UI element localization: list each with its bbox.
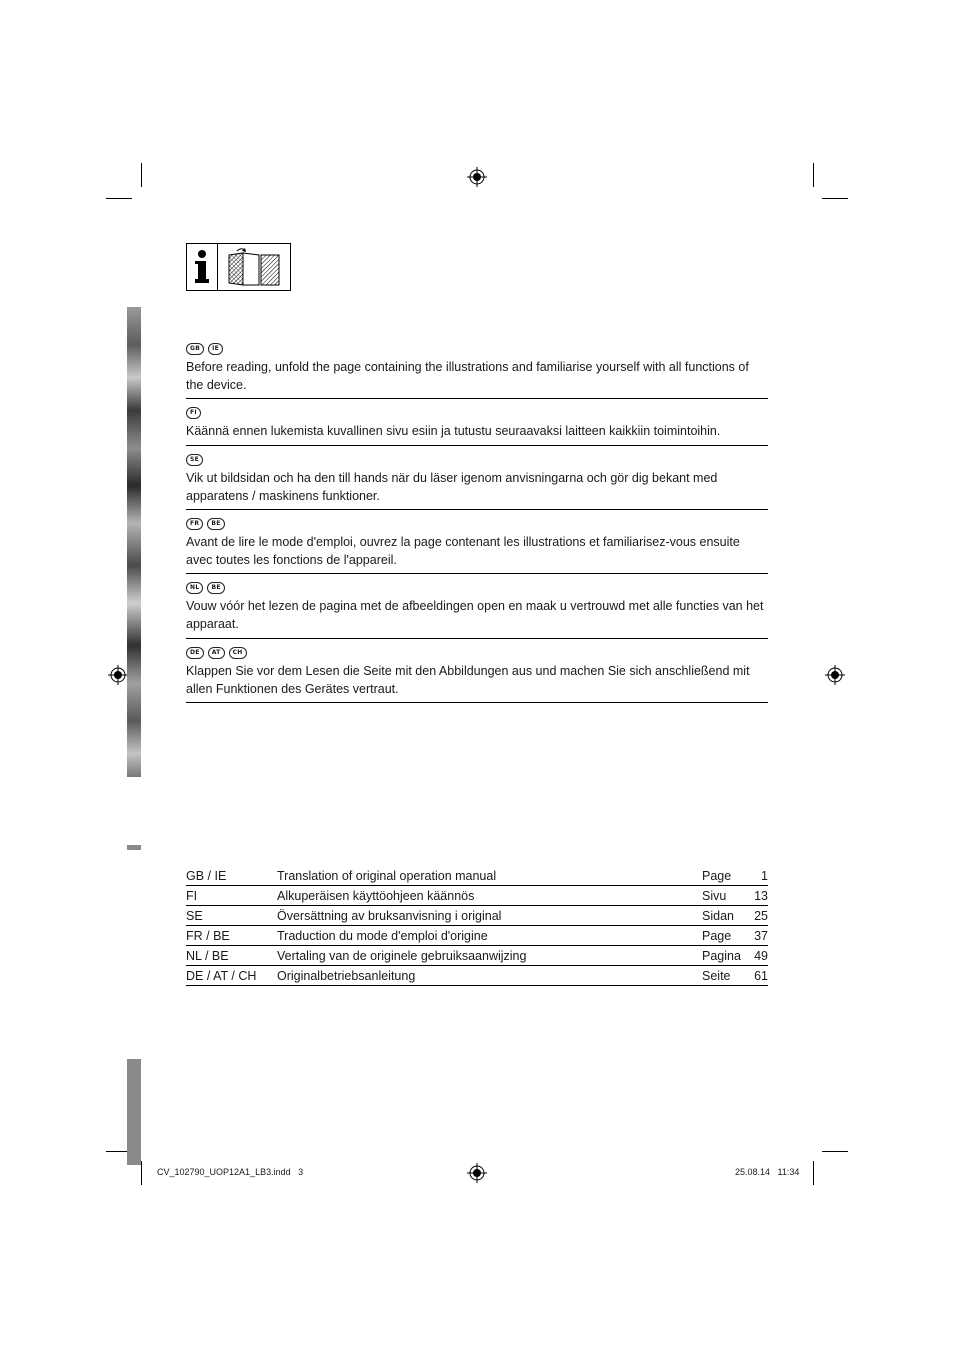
toc-title: Vertaling van de originele gebruiksaanwijzing bbox=[277, 948, 527, 963]
toc-page-word: Sidan bbox=[702, 908, 734, 923]
crop-mark bbox=[822, 198, 848, 199]
toc-title: Översättning av bruksanvisning i original bbox=[277, 908, 502, 923]
toc-row[interactable] bbox=[186, 926, 768, 946]
instruction-text: Klappen Sie vor dem Lesen die Seite mit den Abbildungen aus und machen Sie sich anschließend mit allen Funktionen des Gerätes vertraut. bbox=[186, 664, 750, 696]
footer-filename: CV_102790_UOP12A1_LB3.indd 3 bbox=[157, 1167, 304, 1177]
toc-page-number: 61 bbox=[754, 968, 768, 983]
footer-datetime: 25.08.14 11:34 bbox=[735, 1167, 800, 1177]
toc-page-number: 37 bbox=[754, 928, 768, 943]
toc-row[interactable] bbox=[186, 886, 768, 906]
toc-language: FR / BE bbox=[186, 928, 230, 943]
registration-mark-icon bbox=[108, 665, 128, 685]
toc-language: DE / AT / CH bbox=[186, 968, 257, 983]
crop-mark bbox=[822, 1151, 848, 1152]
crop-mark bbox=[141, 163, 142, 187]
unfold-page-icon bbox=[218, 244, 290, 290]
divider bbox=[186, 445, 768, 446]
toc-page-number: 13 bbox=[754, 888, 768, 903]
crop-mark bbox=[141, 1161, 142, 1185]
toc-row[interactable] bbox=[186, 866, 768, 886]
toc-row[interactable] bbox=[186, 946, 768, 966]
toc-page-number: 1 bbox=[761, 868, 768, 883]
instruction-section-fr-be bbox=[186, 518, 768, 569]
toc-page-word: Page bbox=[702, 928, 732, 943]
instruction-section-se bbox=[186, 454, 768, 505]
toc-language: NL / BE bbox=[186, 948, 229, 963]
country-code-badge: FR bbox=[186, 518, 203, 530]
divider bbox=[186, 398, 768, 399]
crop-mark bbox=[813, 1161, 814, 1185]
divider bbox=[186, 638, 768, 639]
table-of-contents bbox=[186, 866, 768, 986]
instruction-text: Vouw vóór het lezen de pagina met de afbeeldingen open en maak u vertrouwd met alle functies van het apparaat. bbox=[186, 599, 764, 631]
country-code-badge: AT bbox=[208, 647, 225, 659]
toc-title: Alkuperäisen käyttöohjeen käännös bbox=[277, 888, 475, 903]
registration-mark-icon bbox=[467, 1163, 487, 1183]
country-code-badge: NL bbox=[186, 582, 203, 594]
sidebar-block bbox=[127, 1059, 141, 1165]
toc-language: SE bbox=[186, 908, 203, 923]
instruction-section-de-at-ch bbox=[186, 647, 768, 698]
instruction-text: Käännä ennen lukemista kuvallinen sivu esiin ja tutustu seuraavaksi laitteen kaikkiin toimintoihin. bbox=[186, 424, 721, 438]
toc-title: Traduction du mode d'emploi d'origine bbox=[277, 928, 488, 943]
sidebar-dash bbox=[127, 845, 141, 850]
info-icon-box bbox=[186, 243, 291, 291]
sidebar-photo-strip bbox=[127, 307, 141, 777]
toc-title: Translation of original operation manual bbox=[277, 868, 497, 883]
country-code-badge: BE bbox=[207, 518, 224, 530]
registration-mark-icon bbox=[467, 167, 487, 187]
toc-row[interactable] bbox=[186, 966, 768, 986]
instruction-text: Before reading, unfold the page containing the illustrations and familiarise yourself with all functions of the device. bbox=[186, 360, 749, 392]
country-code-badge: GB bbox=[186, 343, 204, 355]
country-code-badge: DE bbox=[186, 647, 204, 659]
info-i-icon bbox=[187, 244, 218, 290]
registration-mark-icon bbox=[825, 665, 845, 685]
country-code-badge: SE bbox=[186, 454, 203, 466]
instruction-section-nl-be bbox=[186, 582, 768, 633]
toc-title: Originalbetriebsanleitung bbox=[277, 968, 416, 983]
toc-language: GB / IE bbox=[186, 868, 227, 883]
toc-language: FI bbox=[186, 888, 198, 903]
instruction-text: Vik ut bildsidan och ha den till hands när du läser igenom anvisningarna och gör dig bekant med apparatens / maskinens funktioner. bbox=[186, 471, 718, 503]
toc-page-number: 25 bbox=[754, 908, 768, 923]
country-code-badge: FI bbox=[186, 407, 201, 419]
toc-page-number: 49 bbox=[754, 948, 768, 963]
instruction-section-fi bbox=[186, 407, 768, 440]
country-code-badge: BE bbox=[207, 582, 224, 594]
instruction-section-gb-ie bbox=[186, 343, 768, 394]
instruction-text: Avant de lire le mode d'emploi, ouvrez la page contenant les illustrations et familiarisez-vous ensuite avec toutes les fonctions de l'appareil. bbox=[186, 535, 740, 567]
crop-mark bbox=[106, 198, 132, 199]
divider bbox=[186, 702, 768, 703]
crop-mark bbox=[813, 163, 814, 187]
country-code-badge: IE bbox=[208, 343, 223, 355]
toc-page-word: Sivu bbox=[702, 888, 727, 903]
divider bbox=[186, 573, 768, 574]
toc-page-word: Pagina bbox=[702, 948, 741, 963]
divider bbox=[186, 509, 768, 510]
country-code-badge: CH bbox=[229, 647, 247, 659]
toc-row[interactable] bbox=[186, 906, 768, 926]
toc-page-word: Seite bbox=[702, 968, 731, 983]
toc-page-word: Page bbox=[702, 868, 732, 883]
